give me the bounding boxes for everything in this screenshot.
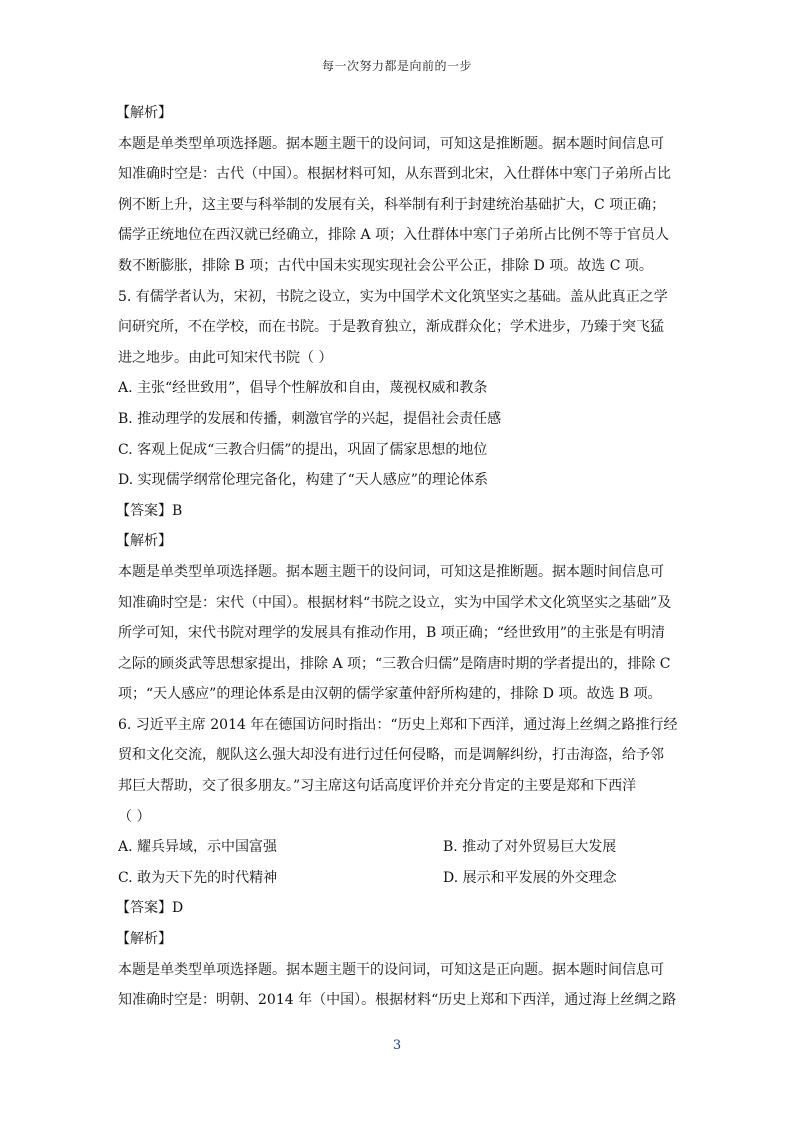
- analysis-text: 所学可知，宋代书院对理学的发展具有推动作用，B 项正确；“经世致用”的主张是有明清: [118, 625, 666, 642]
- question-6-option-d: D. 展示和平发展的外交理念: [443, 869, 617, 886]
- question-6-options-row: [118, 832, 683, 863]
- question-6-stem: （ ）: [118, 808, 151, 825]
- answer-label: 【答案】B: [116, 502, 183, 519]
- document-body: [118, 98, 683, 1016]
- analysis-text: 知准确时空是：宋代（中国）。根据材料“书院之设立，实为中国学术文化筑坚实之基础”及: [118, 594, 672, 611]
- question-5-option-c: C. 客观上促成“三教合归儒”的提出，巩固了儒家思想的地位: [118, 441, 488, 458]
- question-6-options-row: [118, 863, 683, 894]
- question-6-option-b: B. 推动了对外贸易巨大发展: [443, 839, 617, 856]
- analysis-text: 例不断上升，这主要与科举制的发展有关，科举制有利于封建统治基础扩大，C 项正确；: [118, 196, 666, 213]
- analysis-text: 项；“天人感应”的理论体系是由汉朝的儒学家董仲舒所构建的，排除 D 项。故选 B 项。: [118, 686, 662, 703]
- analysis-label: 【解析】: [116, 533, 172, 550]
- question-5-stem: 5. 有儒学者认为，宋初，书院之设立，实为中国学术文化筑坚实之基础。盖从此真正之学: [118, 288, 668, 305]
- analysis-text: 儒学正统地位在西汉就已经确立，排除 A 项；入仕群体中寒门子弟所占比例不等于官员人: [118, 227, 670, 244]
- question-5-option-a: A. 主张“经世致用”，倡导个性解放和自由，蔑视权威和教条: [118, 380, 488, 397]
- analysis-text: 知准确时空是：明朝、2014 年（中国）。根据材料“历史上郑和下西洋，通过海上丝绸之路: [118, 992, 677, 1009]
- page-header: 每一次努力都是向前的一步: [321, 59, 472, 73]
- question-5-option-b: B. 推动理学的发展和传播，刺激官学的兴起，提倡社会责任感: [118, 410, 502, 427]
- analysis-text: 之际的顾炎武等思想家提出，排除 A 项；“三教合归儒”是隋唐时期的学者提出的，排除 C: [118, 655, 671, 672]
- question-5-stem: 问研究所，不在学校，而在书院。于是教育独立，渐成群众化；学术进步，乃臻于突飞猛: [118, 319, 664, 336]
- question-6-stem: 6. 习近平主席 2014 年在德国访问时指出：“历史上郑和下西洋，通过海上丝绸之路推行经: [118, 716, 678, 733]
- question-5-option-d: D. 实现儒学纲常伦理完备化，构建了“天人感应”的理论体系: [118, 472, 488, 489]
- page-number: 3: [392, 1038, 402, 1053]
- question-5-stem: 进之地步。由此可知宋代书院（ ）: [118, 349, 333, 366]
- analysis-text: 本题是单类型单项选择题。据本题主题干的设问词，可知这是推断题。据本题时间信息可: [118, 563, 664, 580]
- analysis-text: 知准确时空是：古代（中国）。根据材料可知，从东晋到北宋，入仕群体中寒门子弟所占比: [118, 166, 671, 183]
- analysis-label: 【解析】: [116, 105, 172, 121]
- question-6-stem: 贸和文化交流，舰队这么强大却没有进行过任何侵略，而是调解纠纷，打击海盗，给予邻: [118, 747, 664, 764]
- analysis-text: 本题是单类型单项选择题。据本题主题干的设问词，可知这是正向题。据本题时间信息可: [118, 961, 664, 978]
- answer-label: 【答案】D: [116, 900, 184, 917]
- analysis-label: 【解析】: [116, 931, 172, 948]
- question-6-option-a: A. 耀兵异域，示中国富强: [118, 839, 278, 856]
- analysis-text: 本题是单类型单项选择题。据本题主题干的设问词，可知这是推断题。据本题时间信息可: [118, 135, 664, 152]
- question-6-option-c: C. 敢为天下先的时代精神: [118, 869, 278, 886]
- question-6-stem: 邦巨大帮助，交了很多朋友。”习主席这句话高度评价并充分肯定的主要是郑和下西洋: [118, 778, 637, 795]
- analysis-text: 数不断膨胀，排除 B 项；古代中国未实现实现社会公平公正，排除 D 项。故选 C 项。: [118, 257, 653, 274]
